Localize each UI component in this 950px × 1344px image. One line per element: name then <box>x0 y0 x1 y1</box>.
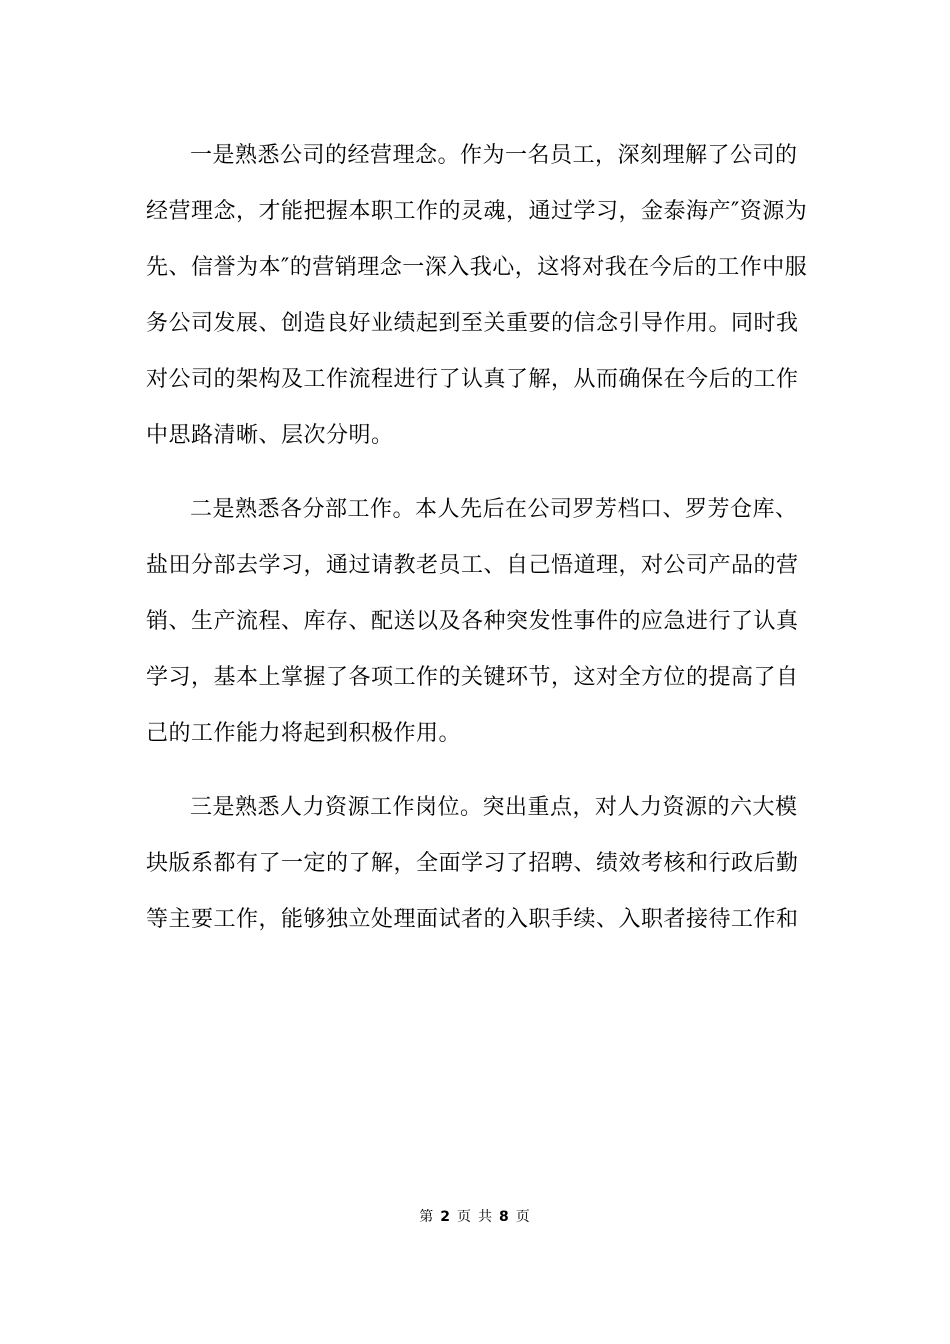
paragraph-line: 盐田分部去学习，通过请教老员工、自己悟道理，对公司产品的营 <box>146 553 799 578</box>
paragraph-line: 三是熟悉人力资源工作岗位。突出重点，对人力资源的六大模 <box>190 795 798 820</box>
paragraph-line: 务公司发展、创造良好业绩起到至关重要的信念引导作用。同时我 <box>146 311 799 336</box>
paragraph-line: 一是熟悉公司的经营理念。作为一名员工，深刻理解了公司的 <box>190 143 798 168</box>
document-body <box>146 128 806 948</box>
paragraph-line: 中思路清晰、层次分明。 <box>146 423 394 448</box>
paragraph-line: 先、信誉为本″的营销理念一深入我心，这将对我在今后的工作中服 <box>146 255 808 280</box>
paragraph-1 <box>146 128 806 464</box>
paragraph-2 <box>146 482 806 762</box>
paragraph-gap <box>146 762 806 780</box>
page-footer <box>0 1207 950 1227</box>
paragraph-line: 等主要工作，能够独立处理面试者的入职手续、入职者接待工作和 <box>146 907 799 932</box>
paragraph-line: 二是熟悉各分部工作。本人先后在公司罗芳档口、罗芳仓库、 <box>190 497 798 522</box>
paragraph-line: 学习，基本上掌握了各项工作的关键环节，这对全方位的提高了自 <box>146 665 799 690</box>
paragraph-line: 块版系都有了一定的了解，全面学习了招聘、绩效考核和行政后勤 <box>146 851 799 876</box>
paragraph-line: 己的工作能力将起到积极作用。 <box>146 721 462 746</box>
footer-label-ye: 页 <box>515 1209 531 1225</box>
paragraph-line: 对公司的架构及工作流程进行了认真了解，从而确保在今后的工作 <box>146 367 799 392</box>
paragraph-3 <box>146 780 806 948</box>
footer-label-gong: 共 <box>478 1209 493 1225</box>
paragraph-line: 销、生产流程、库存、配送以及各种突发性事件的应急进行了认真 <box>146 609 799 634</box>
footer-label-di: 第 <box>419 1209 435 1225</box>
paragraph-gap <box>146 464 806 482</box>
footer-total-pages: 8 <box>499 1209 510 1225</box>
footer-current-page: 2 <box>440 1209 451 1225</box>
paragraph-line: 经营理念，才能把握本职工作的灵魂，通过学习，金泰海产″资源为 <box>146 199 808 224</box>
footer-label-ye: 页 <box>457 1209 472 1225</box>
